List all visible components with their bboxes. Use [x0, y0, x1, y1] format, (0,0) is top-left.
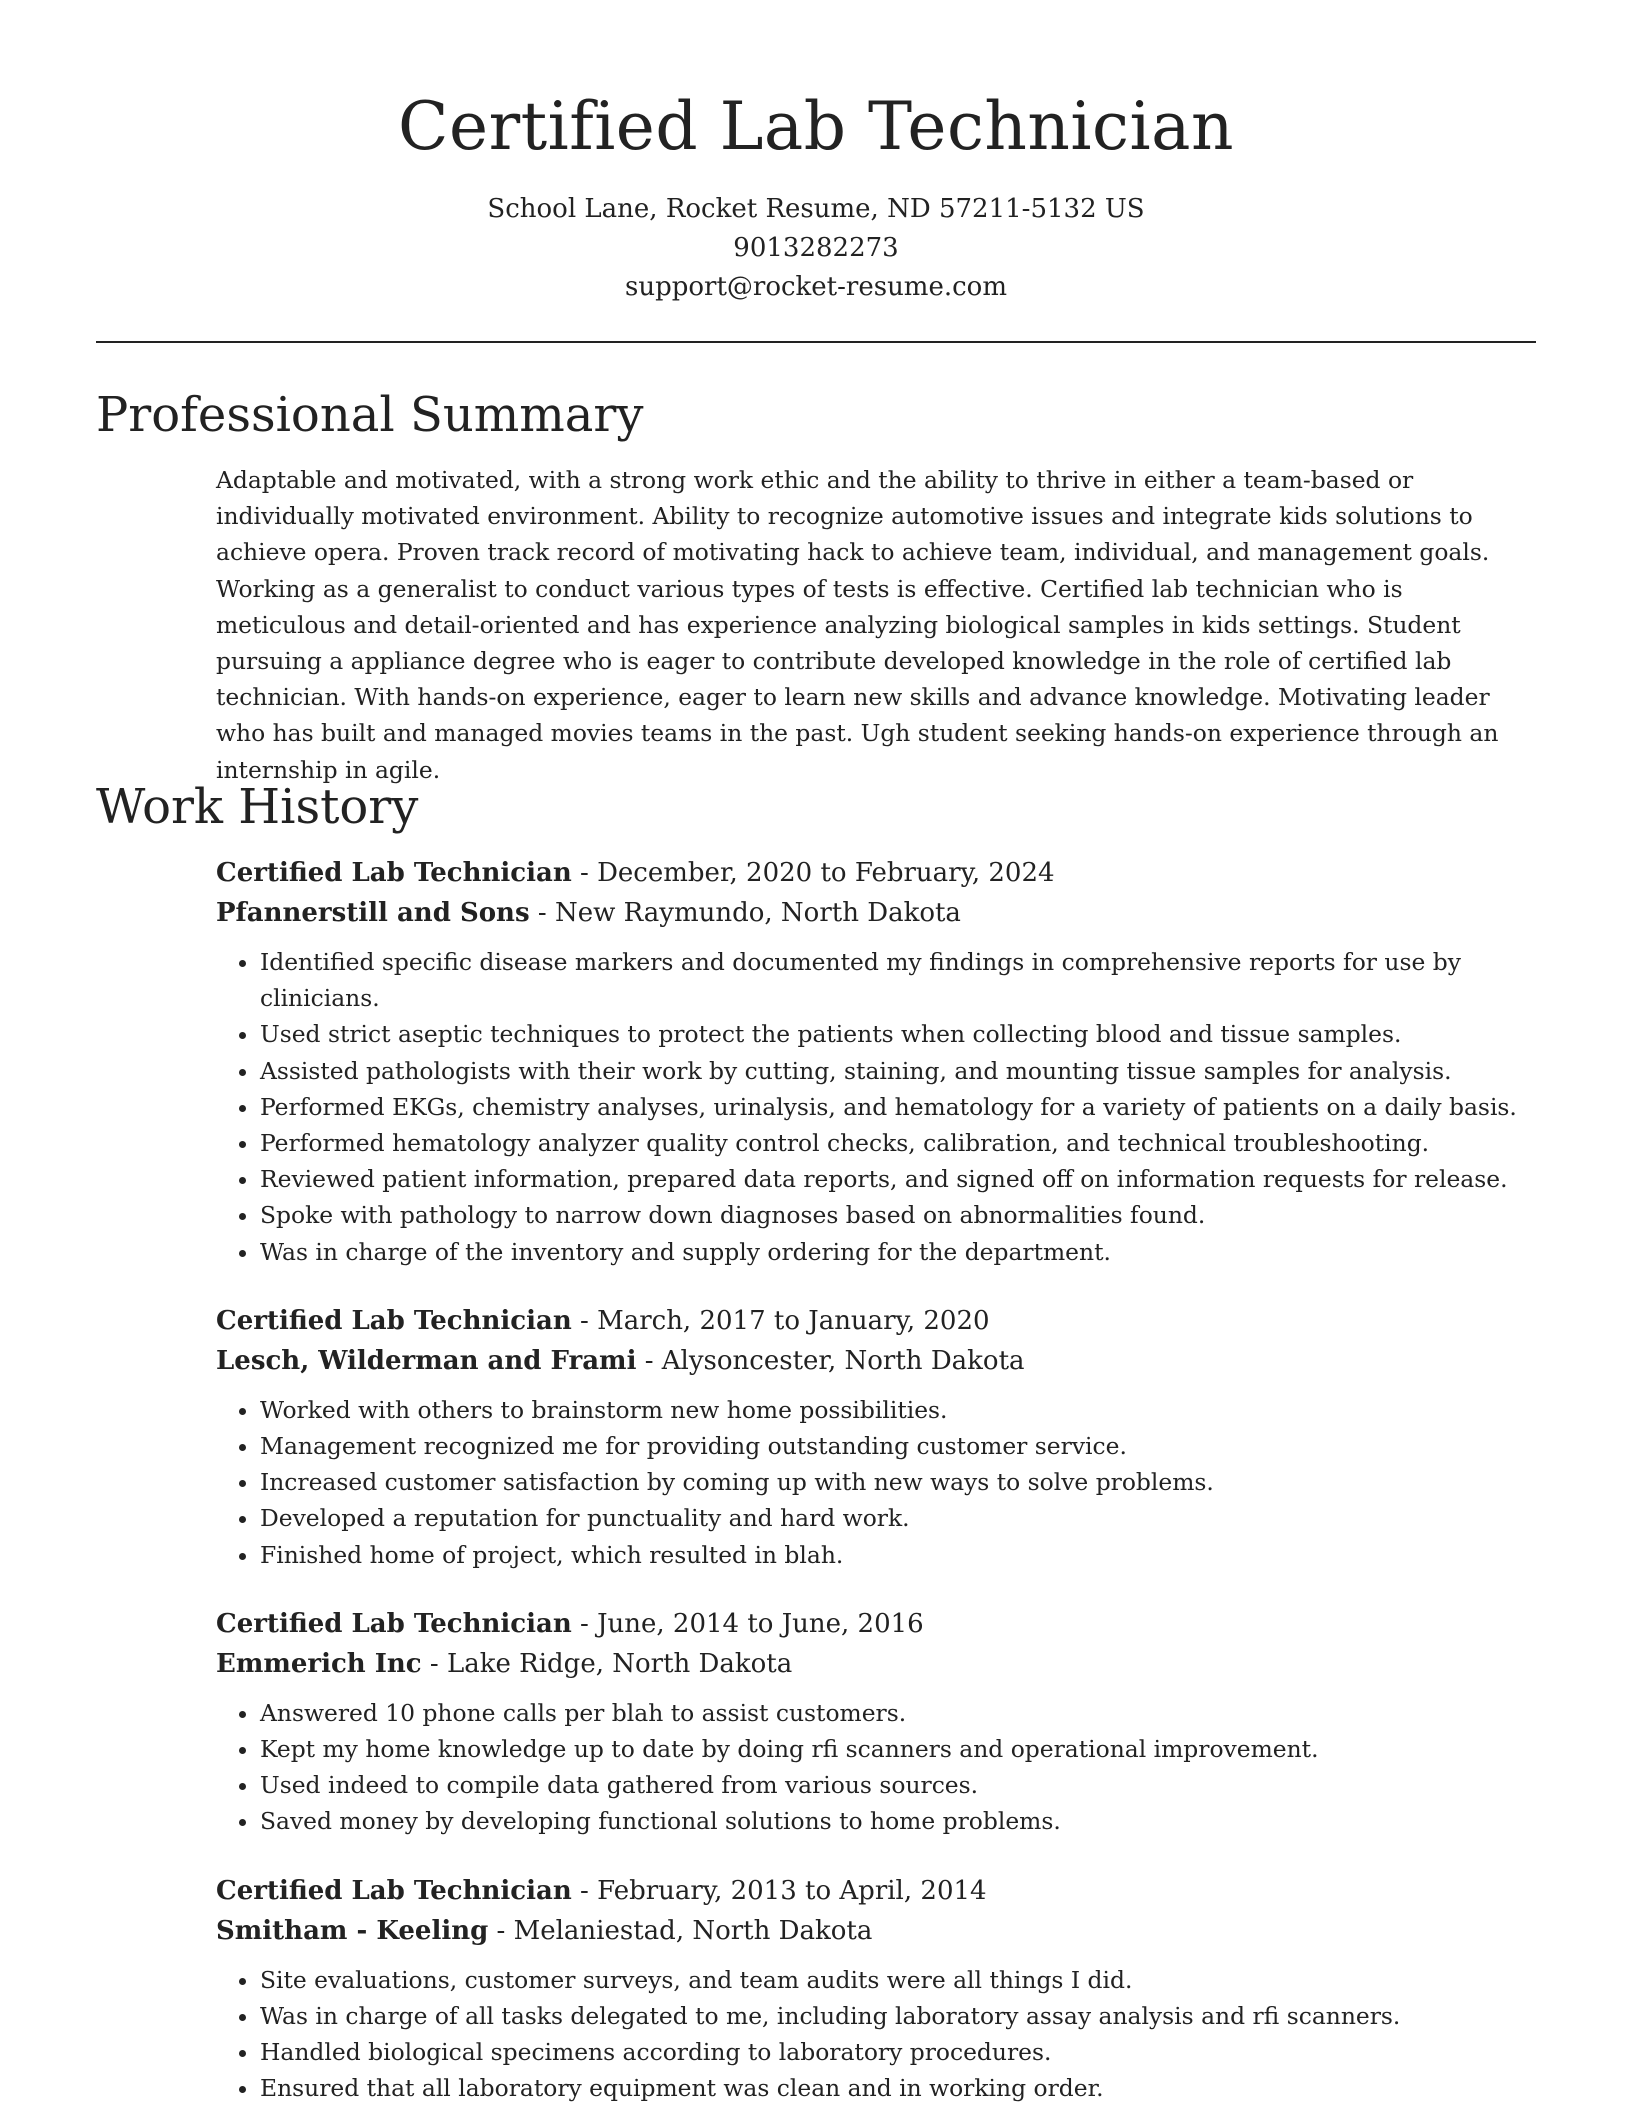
job-entry: [216, 1871, 1536, 2107]
job-title-line: [216, 853, 1536, 893]
job-location: New Raymundo, North Dakota: [554, 898, 961, 928]
candidate-name: Certified Lab Technician: [398, 88, 1234, 165]
job-title: Certified Lab Technician: [216, 1305, 572, 1336]
job-duty: • Site evaluations, customer surveys, and team audits were all things I did.: [260, 1962, 1536, 1998]
job-duty: • Performed hematology analyzer quality control checks, calibration, and technical troubleshooting.: [260, 1125, 1536, 1161]
job-duty: • Spoke with pathology to narrow down diagnoses based on abnormalities found.: [260, 1197, 1536, 1233]
job-duty: • Used strict aseptic techniques to protect the patients when collecting blood and tissue samples.: [260, 1016, 1536, 1052]
job-dates: June, 2014 to June, 2016: [597, 1608, 924, 1639]
job-separator: -: [488, 1915, 514, 1946]
job-separator: -: [529, 898, 555, 928]
resume-header: [0, 0, 1632, 307]
job-title: Certified Lab Technician: [216, 1875, 572, 1906]
job-company: Pfannerstill and Sons: [216, 898, 530, 928]
contact-address: School Lane, Rocket Resume, ND 57211-5132 US: [487, 194, 1145, 224]
job-duty: • Kept my home knowledge up to date by doing rfi scanners and operational improvement.: [260, 1731, 1536, 1767]
job-duty: • Assisted pathologists with their work by cutting, staining, and mounting tissue samples for analysis.: [260, 1053, 1536, 1089]
job-separator: -: [571, 1875, 598, 1906]
job-duty: • Handled biological specimens according to laboratory procedures.: [260, 2034, 1536, 2070]
job-title-line: [216, 1301, 1536, 1341]
job-location: Lake Ridge, North Dakota: [446, 1648, 793, 1679]
job-duty: • Was in charge of the inventory and supply ordering for the department.: [260, 1234, 1536, 1270]
job-duty: • Was in charge of all tasks delegated to me, including laboratory assay analysis and rfi scanners.: [260, 1998, 1536, 2034]
job-entry: [216, 1301, 1536, 1573]
summary-heading: Professional Summary: [96, 387, 644, 443]
job-duty: • Answered 10 phone calls per blah to assist customers.: [260, 1695, 1536, 1731]
header-divider: [96, 341, 1536, 343]
job-duty: • Ensured that all laboratory equipment was clean and in working order.: [260, 2070, 1536, 2106]
job-entry: [216, 853, 1536, 1270]
job-duty: • Saved money by developing functional solutions to home problems.: [260, 1803, 1536, 1839]
job-company: Emmerich Inc: [216, 1648, 422, 1679]
work-history-list: [216, 853, 1536, 2112]
job-duty: • Worked with others to brainstorm new home possibilities.: [260, 1392, 1536, 1428]
job-duties: [216, 944, 1536, 1270]
job-company-line: [216, 1911, 1536, 1951]
job-title-line: [216, 1871, 1536, 1911]
job-duty: • Reviewed patient information, prepared data reports, and signed off on information requests for release.: [260, 1161, 1536, 1197]
summary-text: Adaptable and motivated, with a strong work ethic and the ability to thrive in either a team-based or individually motivated environment. Ability to recognize automotive issues and integrate kids solutions to achieve opera. Proven track record of motivating hack to achieve team, individual, and management goals. Working as a generalist to conduct various types of tests is effective. Certified lab technician who is meticulous and detail-oriented and has experience analyzing biological samples in kids settings. Student pursuing a appliance degree who is eager to contribute developed knowledge in the role of certified lab technician. With hands-on experience, eager to learn new skills and advance knowledge. Motivating leader who has built and managed movies teams in the past. Ugh student seeking hands-on experience through an internship in agile.: [216, 466, 1499, 784]
job-company-line: [216, 1341, 1536, 1381]
contact-block: [0, 190, 1632, 307]
job-dates: February, 2013 to April, 2014: [597, 1875, 987, 1906]
job-duty: • Identified specific disease markers and documented my findings in comprehensive reports for use by clinicians.: [260, 944, 1536, 1016]
contact-email: support@rocket-resume.com: [624, 272, 1007, 302]
job-duties: [216, 1962, 1536, 2107]
job-duty: • Performed EKGs, chemistry analyses, urinalysis, and hematology for a variety of patients on a daily basis.: [260, 1089, 1536, 1125]
job-duties: [216, 1695, 1536, 1840]
job-duty: • Finished home of project, which resulted in blah.: [260, 1537, 1536, 1573]
job-company: Smitham - Keeling: [216, 1915, 489, 1946]
job-title: Certified Lab Technician: [216, 1608, 572, 1639]
job-company-line: [216, 1644, 1536, 1684]
job-separator: -: [571, 1305, 598, 1336]
job-separator: -: [571, 858, 598, 888]
job-entry: [216, 1604, 1536, 1840]
job-duty: • Used indeed to compile data gathered from various sources.: [260, 1767, 1536, 1803]
job-separator: -: [571, 1608, 598, 1639]
job-dates: March, 2017 to January, 2020: [597, 1305, 990, 1336]
job-separator: -: [636, 1345, 662, 1376]
job-duty: • Increased customer satisfaction by coming up with new ways to solve problems.: [260, 1464, 1536, 1500]
job-duty: • Management recognized me for providing outstanding customer service.: [260, 1428, 1536, 1464]
job-company: Lesch, Wilderman and Frami: [216, 1345, 637, 1376]
job-location: Melaniestad, North Dakota: [513, 1915, 873, 1946]
job-location: Alysoncester, North Dakota: [661, 1345, 1025, 1376]
job-duties: [216, 1392, 1536, 1573]
work-history-heading: Work History: [96, 779, 419, 835]
job-company-line: [216, 893, 1536, 933]
job-separator: -: [421, 1648, 447, 1679]
job-title-line: [216, 1604, 1536, 1644]
job-duty: • Developed a reputation for punctuality and hard work.: [260, 1500, 1536, 1536]
job-dates: December, 2020 to February, 2024: [597, 858, 1055, 888]
job-title: Certified Lab Technician: [216, 858, 572, 888]
contact-phone: 9013282273: [733, 233, 899, 263]
